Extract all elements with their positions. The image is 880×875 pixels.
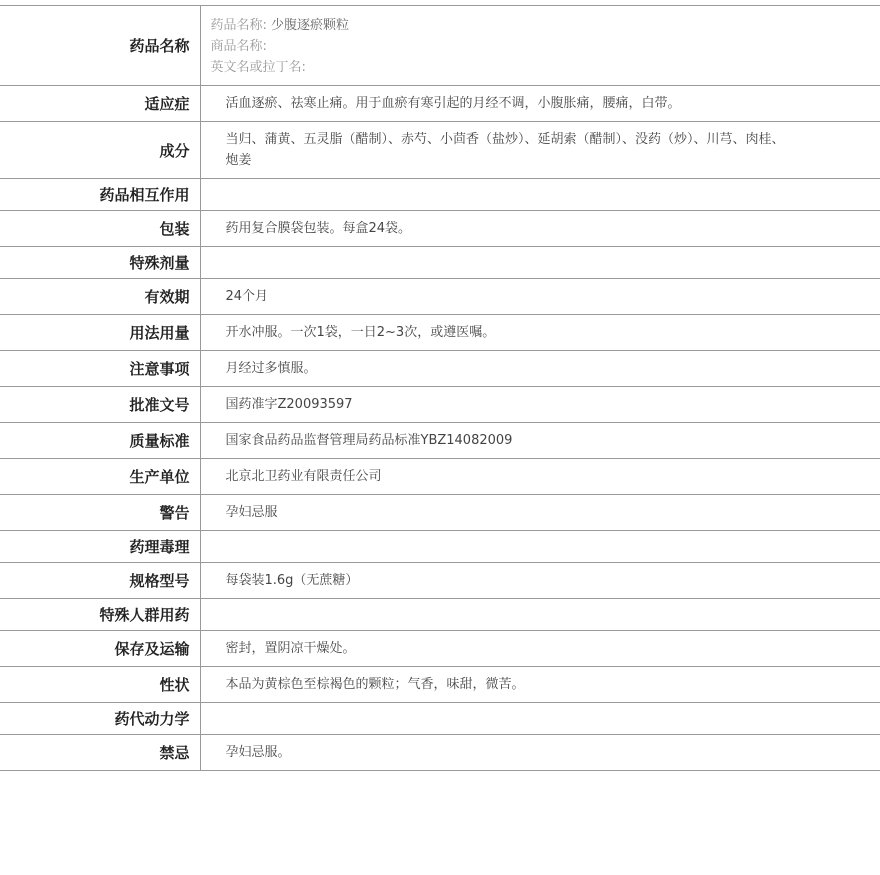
- spec-row-precautions: [0, 351, 880, 387]
- row-value: [200, 247, 880, 279]
- row-value: 孕妇忌服。: [225, 745, 291, 760]
- spec-row-approval-number: [0, 387, 880, 423]
- row-value: 国药准字Z20093597: [225, 397, 353, 412]
- spec-row-special-populations: [0, 599, 880, 631]
- row-label: 包装: [0, 211, 200, 247]
- spec-row-ingredients: [0, 122, 880, 179]
- row-value: 当归、蒲黄、五灵脂（醋制）、赤芍、小茴香（盐炒）、延胡索（醋制）、没药（炒）、川芎、肉桂、炮姜: [225, 132, 785, 168]
- row-label: 成分: [0, 122, 200, 179]
- spec-row-interactions: [0, 179, 880, 211]
- row-value: 每袋装1.6g（无蔗糖）: [225, 573, 359, 588]
- spec-row-indications: [0, 86, 880, 122]
- spec-row-packaging: [0, 211, 880, 247]
- row-label: 特殊人群用药: [0, 599, 200, 631]
- drug-name-cell: [200, 6, 880, 86]
- row-label: 有效期: [0, 279, 200, 315]
- row-label: 生产单位: [0, 459, 200, 495]
- spec-row-quality-standard: [0, 423, 880, 459]
- generic-name-label: 药品名称:: [210, 18, 267, 33]
- row-label: 警告: [0, 495, 200, 531]
- row-value: 药用复合膜袋包装。每盒24袋。: [225, 221, 412, 236]
- generic-name-value: 少腹逐瘀颗粒: [271, 18, 350, 33]
- row-label: 特殊剂量: [0, 247, 200, 279]
- row-label: 注意事项: [0, 351, 200, 387]
- row-label: 禁忌: [0, 735, 200, 771]
- english-name-label: 英文名或拉丁名:: [210, 60, 306, 75]
- row-value: [200, 179, 880, 211]
- row-label: 药代动力学: [0, 703, 200, 735]
- row-value: [200, 531, 880, 563]
- row-value: 国家食品药品监督管理局药品标准YBZ14082009: [225, 433, 513, 448]
- row-label: 用法用量: [0, 315, 200, 351]
- row-value: 密封，置阴凉干燥处。: [225, 641, 356, 656]
- row-label: 适应症: [0, 86, 200, 122]
- spec-row-specification: [0, 563, 880, 599]
- spec-row-pharmacokinetics: [0, 703, 880, 735]
- row-value: 北京北卫药业有限责任公司: [225, 469, 382, 484]
- row-label: 药理毒理: [0, 531, 200, 563]
- generic-name-line: [211, 15, 871, 36]
- row-value: 开水冲服。一次1袋，一日2~3次，或遵医嘱。: [225, 325, 496, 340]
- drug-name-row: [0, 6, 880, 86]
- row-value: [200, 599, 880, 631]
- spec-row-pharmacology: [0, 531, 880, 563]
- trade-name-label: 商品名称:: [210, 39, 267, 54]
- row-label: 质量标准: [0, 423, 200, 459]
- spec-row-contraindications: [0, 735, 880, 771]
- row-value: 24个月: [225, 289, 269, 304]
- spec-row-shelf-life: [0, 279, 880, 315]
- drug-spec-table: [0, 5, 880, 771]
- row-value: 月经过多慎服。: [225, 361, 317, 376]
- row-label: 保存及运输: [0, 631, 200, 667]
- drug-name-label: 药品名称: [0, 6, 200, 86]
- spec-row-manufacturer: [0, 459, 880, 495]
- row-value: 孕妇忌服: [225, 505, 278, 520]
- spec-row-description: [0, 667, 880, 703]
- row-label: 规格型号: [0, 563, 200, 599]
- row-label: 性状: [0, 667, 200, 703]
- row-value: 活血逐瘀、祛寒止痛。用于血瘀有寒引起的月经不调，小腹胀痛，腰痛，白带。: [225, 96, 681, 111]
- row-label: 批准文号: [0, 387, 200, 423]
- row-label: 药品相互作用: [0, 179, 200, 211]
- row-value: 本品为黄棕色至棕褐色的颗粒；气香，味甜，微苦。: [225, 677, 525, 692]
- spec-row-storage: [0, 631, 880, 667]
- spec-row-usage-dosage: [0, 315, 880, 351]
- spec-row-special-dosage: [0, 247, 880, 279]
- row-value: [200, 703, 880, 735]
- spec-row-warning: [0, 495, 880, 531]
